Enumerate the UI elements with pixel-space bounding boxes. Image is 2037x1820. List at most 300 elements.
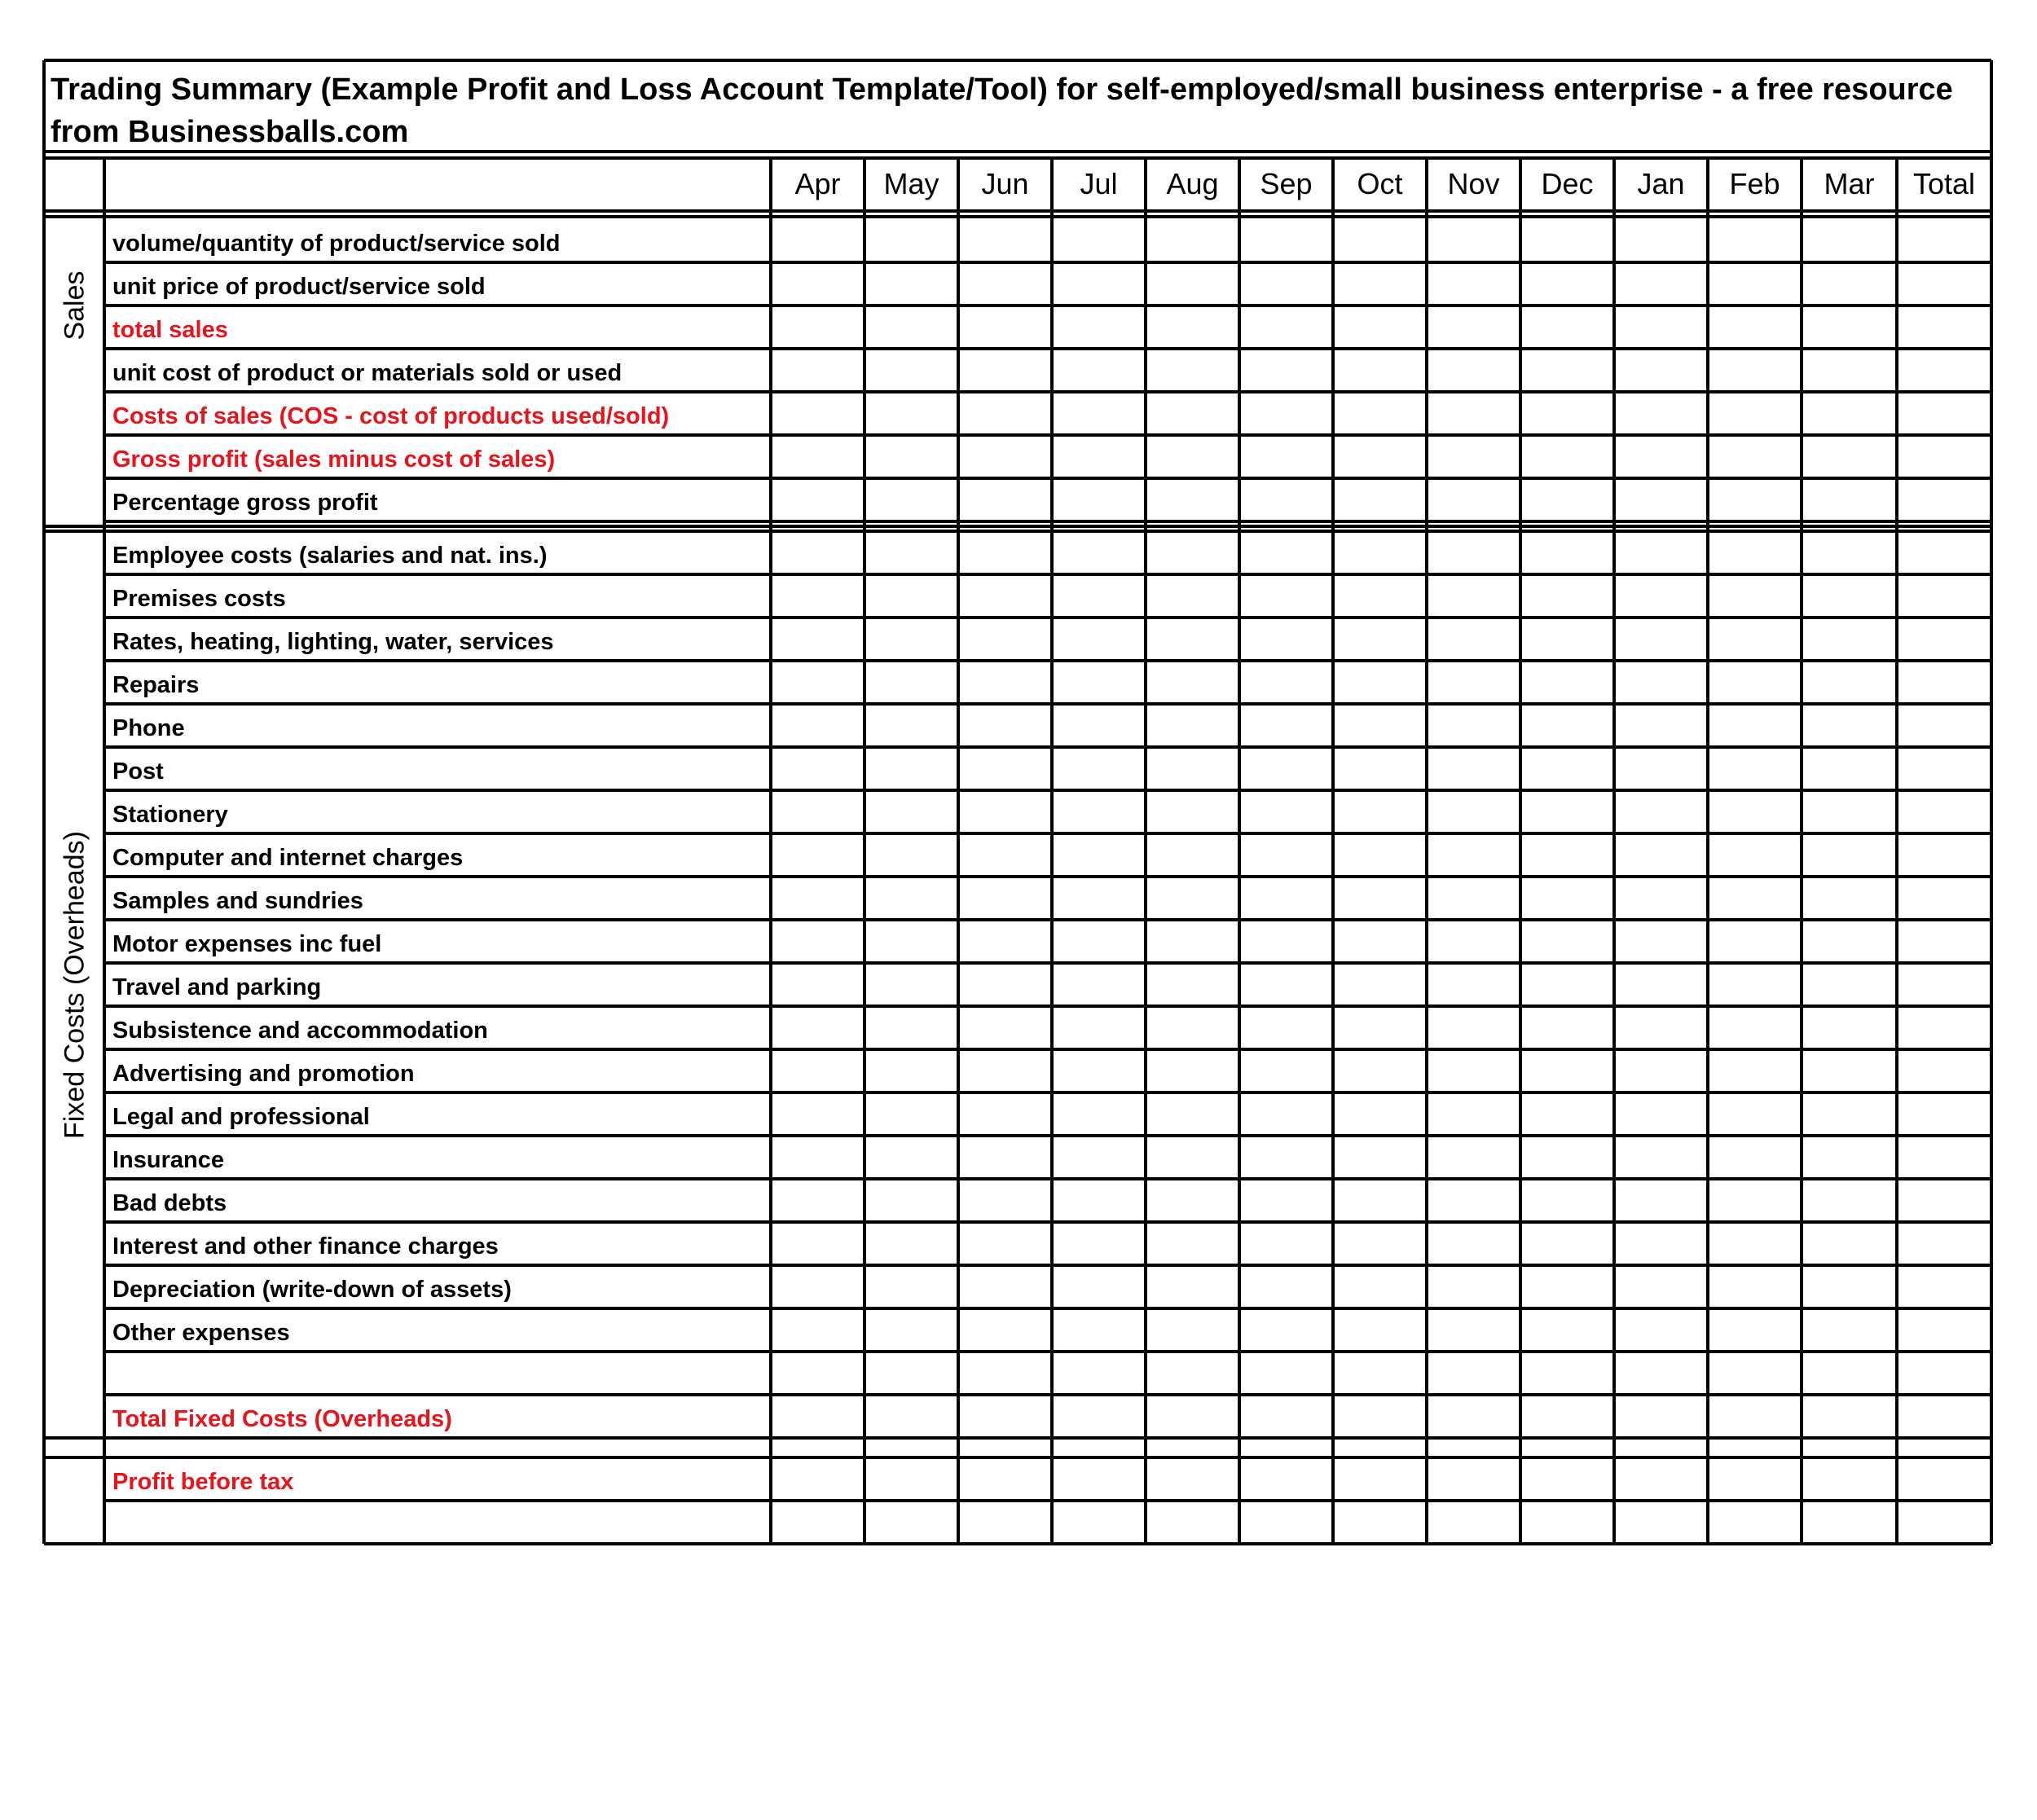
table-cell[interactable]	[1898, 221, 1990, 261]
table-cell[interactable]	[1335, 576, 1425, 616]
table-cell[interactable]	[1522, 619, 1612, 659]
table-cell[interactable]	[1803, 619, 1895, 659]
table-cell[interactable]	[960, 1353, 1050, 1393]
table-cell[interactable]	[772, 576, 863, 616]
table-cell[interactable]	[1803, 749, 1895, 789]
table-cell[interactable]	[1147, 1008, 1238, 1048]
table-cell[interactable]	[866, 1180, 957, 1220]
table-cell[interactable]	[960, 221, 1050, 261]
table-cell[interactable]	[1709, 264, 1800, 304]
table-cell[interactable]	[1898, 437, 1990, 477]
table-cell[interactable]	[960, 1310, 1050, 1350]
table-cell[interactable]	[772, 1137, 863, 1177]
table-cell[interactable]	[866, 1051, 957, 1091]
table-cell[interactable]	[1803, 307, 1895, 347]
table-cell[interactable]	[1147, 749, 1238, 789]
table-cell[interactable]	[960, 1051, 1050, 1091]
table-cell[interactable]	[960, 835, 1050, 875]
table-cell[interactable]	[1803, 921, 1895, 961]
table-cell[interactable]	[960, 749, 1050, 789]
table-cell[interactable]	[960, 393, 1050, 433]
table-cell[interactable]	[1522, 1396, 1612, 1436]
table-cell[interactable]	[1898, 1008, 1990, 1048]
table-cell[interactable]	[1054, 393, 1144, 433]
table-cell[interactable]	[1428, 662, 1519, 702]
table-cell[interactable]	[866, 576, 957, 616]
table-cell[interactable]	[960, 792, 1050, 832]
table-cell[interactable]	[866, 662, 957, 702]
table-cell[interactable]	[960, 1396, 1050, 1436]
table-cell[interactable]	[1335, 1396, 1425, 1436]
table-cell[interactable]	[1616, 533, 1706, 573]
table-cell[interactable]	[1616, 921, 1706, 961]
table-cell[interactable]	[1428, 1224, 1519, 1264]
table-cell[interactable]	[1616, 437, 1706, 477]
table-cell[interactable]	[1335, 307, 1425, 347]
table-cell[interactable]	[1054, 1180, 1144, 1220]
table-cell[interactable]	[866, 1267, 957, 1307]
table-cell[interactable]	[1147, 878, 1238, 918]
table-cell[interactable]	[772, 1502, 863, 1542]
table-cell[interactable]	[1428, 350, 1519, 390]
table-cell[interactable]	[1335, 1502, 1425, 1542]
table-cell[interactable]	[1803, 480, 1895, 520]
table-cell[interactable]	[960, 921, 1050, 961]
table-cell[interactable]	[960, 662, 1050, 702]
table-cell[interactable]	[1709, 1310, 1800, 1350]
table-cell[interactable]	[772, 533, 863, 573]
table-cell[interactable]	[1709, 921, 1800, 961]
table-cell[interactable]	[1054, 706, 1144, 745]
table-cell[interactable]	[1147, 1310, 1238, 1350]
table-cell[interactable]	[1054, 1094, 1144, 1134]
table-cell[interactable]	[1054, 1396, 1144, 1436]
table-cell[interactable]	[1522, 533, 1612, 573]
table-cell[interactable]	[1803, 1094, 1895, 1134]
table-cell[interactable]	[1522, 792, 1612, 832]
table-cell[interactable]	[772, 1180, 863, 1220]
table-cell[interactable]	[1241, 350, 1331, 390]
table-cell[interactable]	[1147, 1353, 1238, 1393]
table-cell[interactable]	[866, 1094, 957, 1134]
table-cell[interactable]	[1616, 1353, 1706, 1393]
table-cell[interactable]	[1898, 619, 1990, 659]
table-cell[interactable]	[1616, 221, 1706, 261]
table-cell[interactable]	[772, 792, 863, 832]
table-cell[interactable]	[1428, 1310, 1519, 1350]
table-cell[interactable]	[1054, 662, 1144, 702]
table-cell[interactable]	[1241, 437, 1331, 477]
table-cell[interactable]	[866, 1353, 957, 1393]
table-cell[interactable]	[1147, 662, 1238, 702]
table-cell[interactable]	[1428, 619, 1519, 659]
table-cell[interactable]	[1335, 921, 1425, 961]
table-cell[interactable]	[1616, 1310, 1706, 1350]
table-cell[interactable]	[1803, 1267, 1895, 1307]
table-cell[interactable]	[1335, 619, 1425, 659]
table-cell[interactable]	[772, 264, 863, 304]
table-cell[interactable]	[1335, 1459, 1425, 1499]
table-cell[interactable]	[1147, 221, 1238, 261]
table-cell[interactable]	[1709, 1396, 1800, 1436]
table-cell[interactable]	[772, 1396, 863, 1436]
table-cell[interactable]	[1616, 749, 1706, 789]
table-cell[interactable]	[1709, 1459, 1800, 1499]
table-cell[interactable]	[1054, 480, 1144, 520]
table-cell[interactable]	[1335, 792, 1425, 832]
table-cell[interactable]	[1054, 835, 1144, 875]
table-cell[interactable]	[1522, 350, 1612, 390]
table-cell[interactable]	[1803, 264, 1895, 304]
table-cell[interactable]	[1522, 1353, 1612, 1393]
table-cell[interactable]	[1898, 350, 1990, 390]
table-cell[interactable]	[1054, 1008, 1144, 1048]
table-cell[interactable]	[772, 662, 863, 702]
table-cell[interactable]	[1147, 965, 1238, 1005]
table-cell[interactable]	[1803, 576, 1895, 616]
table-cell[interactable]	[960, 1224, 1050, 1264]
table-cell[interactable]	[1898, 393, 1990, 433]
table-cell[interactable]	[1616, 792, 1706, 832]
table-cell[interactable]	[1241, 393, 1331, 433]
table-cell[interactable]	[1241, 1094, 1331, 1134]
table-cell[interactable]	[1616, 965, 1706, 1005]
table-cell[interactable]	[1054, 1267, 1144, 1307]
table-cell[interactable]	[1616, 835, 1706, 875]
table-cell[interactable]	[960, 1502, 1050, 1542]
table-cell[interactable]	[1522, 1008, 1612, 1048]
table-cell[interactable]	[1522, 264, 1612, 304]
table-cell[interactable]	[1522, 1224, 1612, 1264]
table-cell[interactable]	[1054, 1502, 1144, 1542]
table-cell[interactable]	[1147, 619, 1238, 659]
table-cell[interactable]	[1803, 437, 1895, 477]
table-cell[interactable]	[1522, 480, 1612, 520]
table-cell[interactable]	[1147, 706, 1238, 745]
table-cell[interactable]	[1803, 533, 1895, 573]
table-cell[interactable]	[1709, 1094, 1800, 1134]
table-cell[interactable]	[866, 1459, 957, 1499]
table-cell[interactable]	[1616, 480, 1706, 520]
table-cell[interactable]	[1147, 1267, 1238, 1307]
table-cell[interactable]	[772, 706, 863, 745]
table-cell[interactable]	[1803, 835, 1895, 875]
table-cell[interactable]	[1709, 350, 1800, 390]
table-cell[interactable]	[772, 921, 863, 961]
table-cell[interactable]	[1709, 533, 1800, 573]
table-cell[interactable]	[1616, 1137, 1706, 1177]
table-cell[interactable]	[960, 350, 1050, 390]
table-cell[interactable]	[1335, 1008, 1425, 1048]
table-cell[interactable]	[1522, 878, 1612, 918]
table-cell[interactable]	[1898, 576, 1990, 616]
table-cell[interactable]	[1241, 1353, 1331, 1393]
table-cell[interactable]	[772, 1310, 863, 1350]
table-cell[interactable]	[1522, 576, 1612, 616]
table-cell[interactable]	[1709, 480, 1800, 520]
table-cell[interactable]	[1147, 1459, 1238, 1499]
table-cell[interactable]	[1147, 1502, 1238, 1542]
table-cell[interactable]	[1241, 835, 1331, 875]
table-cell[interactable]	[1054, 350, 1144, 390]
table-cell[interactable]	[1054, 1459, 1144, 1499]
table-cell[interactable]	[1616, 307, 1706, 347]
table-cell[interactable]	[1054, 264, 1144, 304]
table-cell[interactable]	[1709, 749, 1800, 789]
table-cell[interactable]	[1241, 264, 1331, 304]
table-cell[interactable]	[1241, 480, 1331, 520]
table-cell[interactable]	[1709, 835, 1800, 875]
table-cell[interactable]	[1898, 662, 1990, 702]
table-cell[interactable]	[1054, 1353, 1144, 1393]
table-cell[interactable]	[1147, 480, 1238, 520]
table-cell[interactable]	[1241, 619, 1331, 659]
table-cell[interactable]	[866, 1008, 957, 1048]
table-cell[interactable]	[1522, 307, 1612, 347]
table-cell[interactable]	[1898, 1310, 1990, 1350]
table-cell[interactable]	[1335, 393, 1425, 433]
table-cell[interactable]	[866, 533, 957, 573]
table-cell[interactable]	[1709, 1008, 1800, 1048]
table-cell[interactable]	[960, 307, 1050, 347]
table-cell[interactable]	[1147, 1094, 1238, 1134]
table-cell[interactable]	[1709, 437, 1800, 477]
table-cell[interactable]	[1335, 878, 1425, 918]
table-cell[interactable]	[1241, 533, 1331, 573]
table-cell[interactable]	[1054, 878, 1144, 918]
table-cell[interactable]	[1898, 792, 1990, 832]
table-cell[interactable]	[1241, 1180, 1331, 1220]
table-cell[interactable]	[772, 1008, 863, 1048]
table-cell[interactable]	[1898, 1180, 1990, 1220]
table-cell[interactable]	[960, 878, 1050, 918]
table-cell[interactable]	[1054, 792, 1144, 832]
table-cell[interactable]	[772, 437, 863, 477]
table-cell[interactable]	[1898, 1459, 1990, 1499]
table-cell[interactable]	[1709, 1224, 1800, 1264]
table-cell[interactable]	[1522, 965, 1612, 1005]
table-cell[interactable]	[960, 619, 1050, 659]
table-cell[interactable]	[1054, 1224, 1144, 1264]
table-cell[interactable]	[1054, 1137, 1144, 1177]
table-cell[interactable]	[866, 1137, 957, 1177]
table-cell[interactable]	[1054, 749, 1144, 789]
table-cell[interactable]	[1241, 921, 1331, 961]
table-cell[interactable]	[772, 835, 863, 875]
table-cell[interactable]	[1803, 1051, 1895, 1091]
table-cell[interactable]	[1803, 221, 1895, 261]
table-cell[interactable]	[772, 221, 863, 261]
table-cell[interactable]	[1428, 533, 1519, 573]
table-cell[interactable]	[866, 1502, 957, 1542]
table-cell[interactable]	[1898, 1094, 1990, 1134]
table-cell[interactable]	[772, 749, 863, 789]
table-cell[interactable]	[1616, 1502, 1706, 1542]
table-cell[interactable]	[772, 350, 863, 390]
table-cell[interactable]	[1522, 1267, 1612, 1307]
table-cell[interactable]	[1898, 1051, 1990, 1091]
table-cell[interactable]	[1241, 576, 1331, 616]
table-cell[interactable]	[1428, 965, 1519, 1005]
table-cell[interactable]	[1054, 921, 1144, 961]
table-cell[interactable]	[1335, 1051, 1425, 1091]
table-cell[interactable]	[960, 1094, 1050, 1134]
table-cell[interactable]	[1241, 1051, 1331, 1091]
table-cell[interactable]	[1898, 307, 1990, 347]
table-cell[interactable]	[1428, 706, 1519, 745]
table-cell[interactable]	[1803, 1396, 1895, 1436]
table-cell[interactable]	[1241, 1502, 1331, 1542]
table-cell[interactable]	[1428, 221, 1519, 261]
table-cell[interactable]	[1709, 1137, 1800, 1177]
table-cell[interactable]	[960, 264, 1050, 304]
table-cell[interactable]	[1522, 1310, 1612, 1350]
table-cell[interactable]	[772, 1459, 863, 1499]
table-cell[interactable]	[1335, 264, 1425, 304]
table-cell[interactable]	[1709, 393, 1800, 433]
table-cell[interactable]	[960, 437, 1050, 477]
table-cell[interactable]	[1335, 1267, 1425, 1307]
table-cell[interactable]	[1803, 1353, 1895, 1393]
table-cell[interactable]	[1335, 480, 1425, 520]
table-cell[interactable]	[1428, 921, 1519, 961]
table-cell[interactable]	[1616, 1094, 1706, 1134]
table-cell[interactable]	[1241, 792, 1331, 832]
table-cell[interactable]	[1054, 1051, 1144, 1091]
table-cell[interactable]	[1241, 706, 1331, 745]
table-cell[interactable]	[1616, 619, 1706, 659]
table-cell[interactable]	[1898, 1267, 1990, 1307]
table-cell[interactable]	[1522, 1137, 1612, 1177]
table-cell[interactable]	[1803, 706, 1895, 745]
table-cell[interactable]	[1898, 965, 1990, 1005]
table-cell[interactable]	[1428, 576, 1519, 616]
table-cell[interactable]	[1522, 1051, 1612, 1091]
table-cell[interactable]	[1428, 749, 1519, 789]
table-cell[interactable]	[1147, 393, 1238, 433]
table-cell[interactable]	[1616, 576, 1706, 616]
table-cell[interactable]	[1147, 437, 1238, 477]
table-cell[interactable]	[1709, 1267, 1800, 1307]
table-cell[interactable]	[1522, 662, 1612, 702]
table-cell[interactable]	[1709, 965, 1800, 1005]
table-cell[interactable]	[1803, 393, 1895, 433]
table-cell[interactable]	[1054, 533, 1144, 573]
table-cell[interactable]	[1335, 706, 1425, 745]
table-cell[interactable]	[1054, 619, 1144, 659]
table-cell[interactable]	[772, 965, 863, 1005]
table-cell[interactable]	[1898, 1353, 1990, 1393]
table-cell[interactable]	[1522, 393, 1612, 433]
table-cell[interactable]	[1428, 1051, 1519, 1091]
table-cell[interactable]	[1147, 350, 1238, 390]
table-cell[interactable]	[1803, 792, 1895, 832]
table-cell[interactable]	[1241, 1310, 1331, 1350]
table-cell[interactable]	[1147, 835, 1238, 875]
table-cell[interactable]	[1616, 878, 1706, 918]
table-cell[interactable]	[1054, 437, 1144, 477]
table-cell[interactable]	[1241, 662, 1331, 702]
table-cell[interactable]	[960, 965, 1050, 1005]
table-cell[interactable]	[1241, 221, 1331, 261]
table-cell[interactable]	[1241, 1224, 1331, 1264]
table-cell[interactable]	[960, 1008, 1050, 1048]
table-cell[interactable]	[1428, 480, 1519, 520]
table-cell[interactable]	[1616, 1396, 1706, 1436]
table-cell[interactable]	[960, 576, 1050, 616]
table-cell[interactable]	[1898, 878, 1990, 918]
table-cell[interactable]	[960, 533, 1050, 573]
table-cell[interactable]	[866, 1396, 957, 1436]
table-cell[interactable]	[1335, 1094, 1425, 1134]
table-cell[interactable]	[1898, 921, 1990, 961]
table-cell[interactable]	[1147, 792, 1238, 832]
table-cell[interactable]	[1803, 662, 1895, 702]
table-cell[interactable]	[1898, 835, 1990, 875]
table-cell[interactable]	[1241, 1396, 1331, 1436]
table-cell[interactable]	[1054, 576, 1144, 616]
table-cell[interactable]	[866, 1310, 957, 1350]
table-cell[interactable]	[1428, 1137, 1519, 1177]
table-cell[interactable]	[772, 619, 863, 659]
table-cell[interactable]	[772, 1051, 863, 1091]
table-cell[interactable]	[1709, 1502, 1800, 1542]
table-cell[interactable]	[1335, 1137, 1425, 1177]
table-cell[interactable]	[772, 480, 863, 520]
table-cell[interactable]	[1616, 1224, 1706, 1264]
table-cell[interactable]	[1147, 1137, 1238, 1177]
table-cell[interactable]	[1335, 1180, 1425, 1220]
table-cell[interactable]	[1709, 792, 1800, 832]
table-cell[interactable]	[1709, 1051, 1800, 1091]
table-cell[interactable]	[1147, 1051, 1238, 1091]
table-cell[interactable]	[1616, 1459, 1706, 1499]
table-cell[interactable]	[1241, 1267, 1331, 1307]
table-cell[interactable]	[1428, 393, 1519, 433]
table-cell[interactable]	[1428, 835, 1519, 875]
table-cell[interactable]	[1428, 1396, 1519, 1436]
table-cell[interactable]	[1054, 307, 1144, 347]
table-cell[interactable]	[1147, 264, 1238, 304]
table-cell[interactable]	[866, 792, 957, 832]
table-cell[interactable]	[866, 221, 957, 261]
table-cell[interactable]	[866, 393, 957, 433]
table-cell[interactable]	[1428, 1459, 1519, 1499]
table-cell[interactable]	[1428, 1353, 1519, 1393]
table-cell[interactable]	[1335, 533, 1425, 573]
table-cell[interactable]	[772, 1224, 863, 1264]
table-cell[interactable]	[1898, 1396, 1990, 1436]
table-cell[interactable]	[1898, 1224, 1990, 1264]
table-cell[interactable]	[1616, 350, 1706, 390]
table-cell[interactable]	[866, 307, 957, 347]
table-cell[interactable]	[1709, 706, 1800, 745]
table-cell[interactable]	[866, 921, 957, 961]
table-cell[interactable]	[866, 480, 957, 520]
table-cell[interactable]	[960, 480, 1050, 520]
table-cell[interactable]	[866, 264, 957, 304]
table-cell[interactable]	[866, 965, 957, 1005]
table-cell[interactable]	[1522, 749, 1612, 789]
table-cell[interactable]	[1898, 706, 1990, 745]
table-cell[interactable]	[866, 749, 957, 789]
table-cell[interactable]	[1709, 576, 1800, 616]
table-cell[interactable]	[1522, 1502, 1612, 1542]
table-cell[interactable]	[772, 393, 863, 433]
table-cell[interactable]	[1428, 1094, 1519, 1134]
table-cell[interactable]	[1147, 1224, 1238, 1264]
table-cell[interactable]	[1898, 749, 1990, 789]
